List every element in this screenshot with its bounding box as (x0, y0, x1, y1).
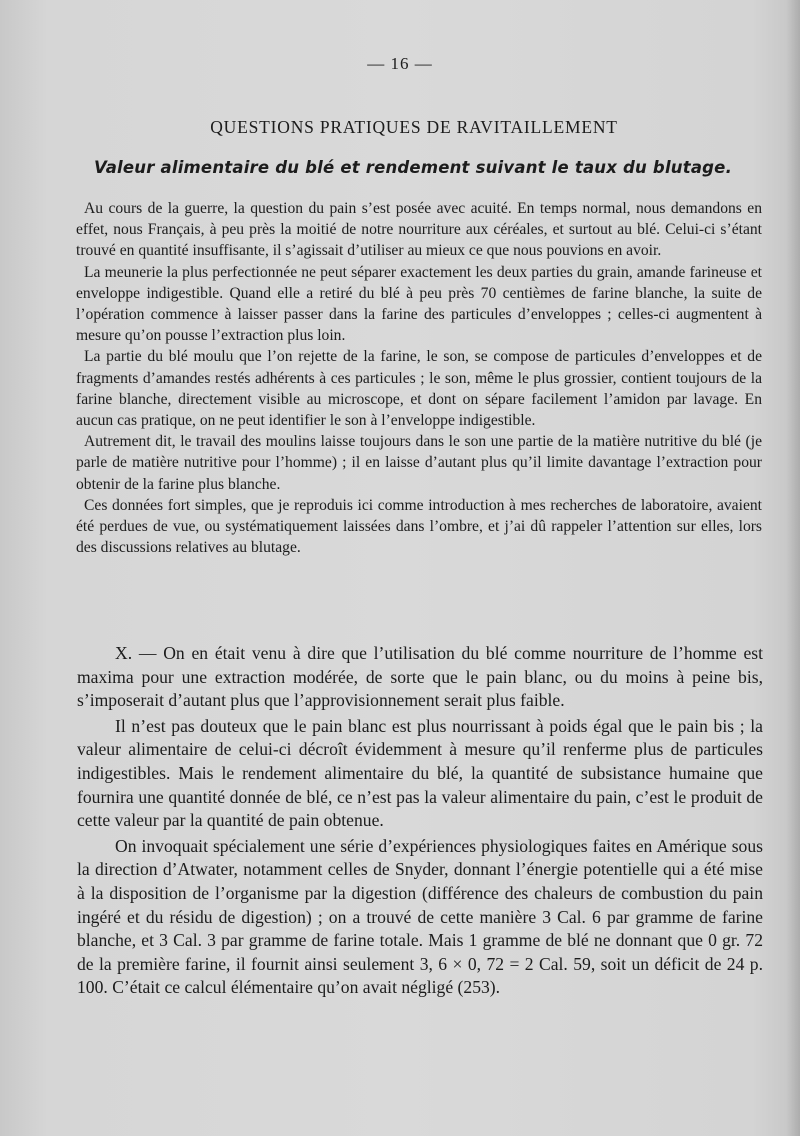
page-number: — 16 — (367, 54, 433, 73)
paragraph: Au cours de la guerre, la question du pain s’est posée avec acuité. En temps normal, nous demandons en effet, nous Français, à peu près la moitié de notre nourriture aux céréales, et surtout au blé. Celui-ci s’étant trouvé en quantité insuffisante, il s’agissait d’utiliser au mieux ce que nous pouvions en avoir. (76, 200, 762, 260)
paragraph: Il n’est pas douteux que le pain blanc est plus nourrissant à poids égal que le pain bis ; la valeur alimentaire de celui-ci décroît évidemment à mesure qu’il renferme plus de particules indigestibles. Mais le rendement alimentaire du blé, la quantité de subsistance humaine que fournira une quantité donnée de blé, ce n’est pas la valeur alimentaire du pain, c’est le produit de cette valeur par la quantité de pain obtenue. (77, 715, 763, 831)
section-title: QUESTIONS PRATIQUES DE RAVITAILLEMENT (210, 117, 618, 137)
paragraph: La meunerie la plus perfectionnée ne peut séparer exactement les deux parties du grain, amande farineuse et enveloppe indigestible. Quand elle a retiré du blé à peu près 70 centièmes de farine blanche, la suite de l’opération commence à laisser passer dans la farine des particules d’enveloppes ; celles-ci augmentent à mesure qu’on pousse l’extraction plus loin. (76, 263, 762, 345)
paragraph: Ces données fort simples, que je reproduis ici comme introduction à mes recherches de laboratoire, avaient été perdues de vue, ou systématiquement laissées dans l’ombre, et j’ai dû rappeler l’attention sur elles, lors des discussions relatives au blutage. (76, 496, 762, 557)
section-subtitle: Valeur alimentaire du blé et rendement suivant le taux du blutage. (94, 158, 733, 177)
paragraph-section-x: X. — On en était venu à dire que l’utilisation du blé comme nourriture de l’homme est maxima pour une extraction modérée, de sorte que le pain blanc, ou du moins à peine bis, s’imposerait d’autant plus que l’approvisionnement serait plus faible. (77, 643, 763, 711)
page-edge-shadow (786, 0, 800, 1136)
introduction-block (76, 198, 762, 558)
paragraph: La partie du blé moulu que l’on rejette de la farine, le son, se compose de particules d’enveloppes et de fragments d’amandes restés adhérents à ces particules ; le son, même le plus grossier, contient toujours de la farine blanche, directement visible au microscope, et dont on sépare facilement l’amidon par lavage. En aucun cas pratique, on ne peut identifier le son à l’enveloppe indigestible. (76, 348, 762, 430)
paragraph: On invoquait spécialement une série d’expériences physiologiques faites en Amérique sous la direction d’Atwater, notamment celles de Snyder, donnant l’énergie potentielle qui a été mise à la disposition de l’organisme par la digestion (différence des chaleurs de combustion du pain ingéré et du résidu de digestion) ; on a trouvé de cette manière 3 Cal. 6 par gramme de farine blanche, et 3 Cal. 3 par gramme de farine totale. Mais 1 gramme de blé ne donnant que 0 gr. 72 de la première farine, il fournit ainsi seulement 3, 6 × 0, 72 = 2 Cal. 59, soit un déficit de 24 p. 100. C’était ce calcul élémentaire qu’on avait négligé (253). (77, 835, 763, 998)
paragraph: Autrement dit, le travail des moulins laisse toujours dans le son une partie de la matière nutritive du blé (je parle de matière nutritive pour l’homme) ; il en laisse d’autant plus qu’il limite davantage l’extraction pour obtenir de la farine plus blanche. (76, 433, 762, 493)
main-text-block (77, 642, 763, 1000)
